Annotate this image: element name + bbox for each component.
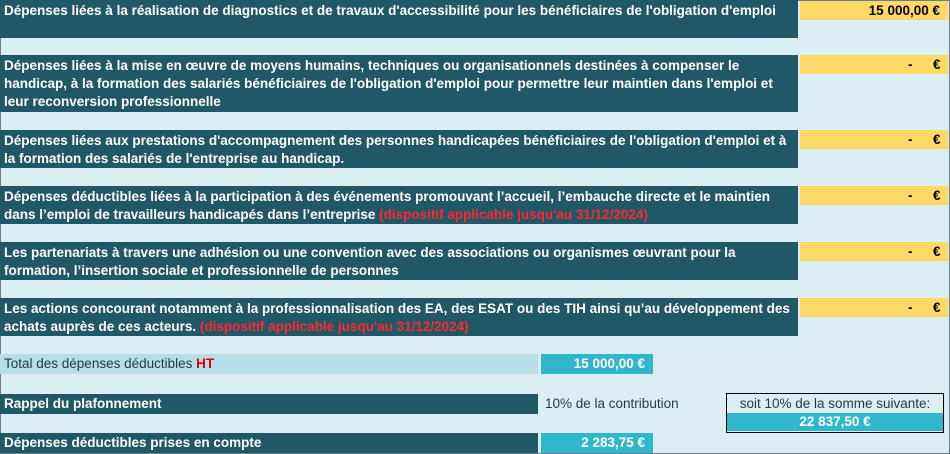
amount-cell[interactable] [800, 1, 948, 20]
row-label-text: Dépenses liées à la mise en œuvre de moyens humains, techniques ou organisationnels destinées à compenser le handicap, à la formation des salariés bénéficiaires de l'obligation d'emploi pour permettre leur maintien dans l'emploi et leur reconversion professionnelle [4, 58, 773, 109]
row-label [0, 298, 798, 336]
row-label [0, 242, 798, 280]
row-label-text: Dépenses liées aux prestations d'accompagnement des personnes handicapées bénéficiaires de l'obligation d'emploi et à la formation des salariés de l'entreprise au handicap. [4, 133, 787, 166]
currency-symbol: € [933, 300, 941, 315]
plafond-caption: soit 10% de la somme suivante: [739, 396, 931, 411]
row-label-text: Dépenses liées à la réalisation de diagnostics et de travaux d'accessibilité pour les bénéficiaires de l'obligation d'emploi [4, 3, 776, 18]
amount-cell[interactable] [800, 130, 948, 149]
amount-cell[interactable] [800, 186, 948, 205]
prises-label [0, 433, 538, 453]
currency-symbol: € [933, 132, 941, 147]
prises-value-cell[interactable] [541, 433, 653, 453]
amount-dash: - [908, 244, 913, 259]
plafond-box [726, 393, 944, 433]
total-ht-badge: HT [196, 356, 215, 371]
contribution-text [541, 394, 721, 414]
prises-value: 2 283,75 € [581, 435, 645, 450]
row-note: (dispositif applicable jusqu'au 31/12/2024) [379, 207, 648, 222]
row-label [0, 186, 798, 224]
amount-dash: - [908, 57, 913, 72]
row-label [0, 0, 798, 38]
amount-dash: - [908, 300, 913, 315]
rappel-label [0, 394, 538, 414]
prises-label-text: Dépenses déductibles prises en compte [4, 435, 262, 450]
row-label [0, 55, 798, 112]
contribution-value: 10% de la contribution [545, 396, 679, 411]
total-value-cell[interactable] [541, 354, 653, 374]
amount-cell[interactable] [800, 242, 948, 261]
row-label-text: Dépenses déductibles liées à la participation à des événements promouvant l’accueil, l’embauche directe et le maintien dans l’emploi de travailleurs handicapés dans l’entreprise [4, 189, 771, 222]
currency-symbol: € [933, 188, 941, 203]
amount-dash: - [908, 188, 913, 203]
total-value: 15 000,00 € [573, 356, 645, 371]
total-label-text: Total des dépenses déductibles [4, 356, 193, 371]
amount-cell[interactable] [800, 55, 948, 74]
row-label [0, 130, 798, 168]
total-label [0, 354, 538, 374]
amount-dash: - [908, 132, 913, 147]
amount-cell[interactable] [800, 298, 948, 317]
rappel-label-text: Rappel du plafonnement [4, 396, 162, 411]
amount-value: 15 000,00 € [868, 3, 940, 18]
row-label-text: Les actions concourant notamment à la professionnalisation des EA, des ESAT ou des TIH ainsi qu’au développement des achats auprès de ces acteurs. [4, 301, 790, 334]
currency-symbol: € [933, 244, 941, 259]
row-note: (dispositif applicable jusqu'au 31/12/2024) [199, 319, 469, 334]
currency-symbol: € [933, 57, 941, 72]
row-label-text: Les partenariats à travers une adhésion ou une convention avec des associations ou organismes œuvrant pour la formation, l’insertion sociale et professionnelle de personnes [4, 245, 736, 278]
plafond-value[interactable]: 22 837,50 € [727, 413, 943, 431]
